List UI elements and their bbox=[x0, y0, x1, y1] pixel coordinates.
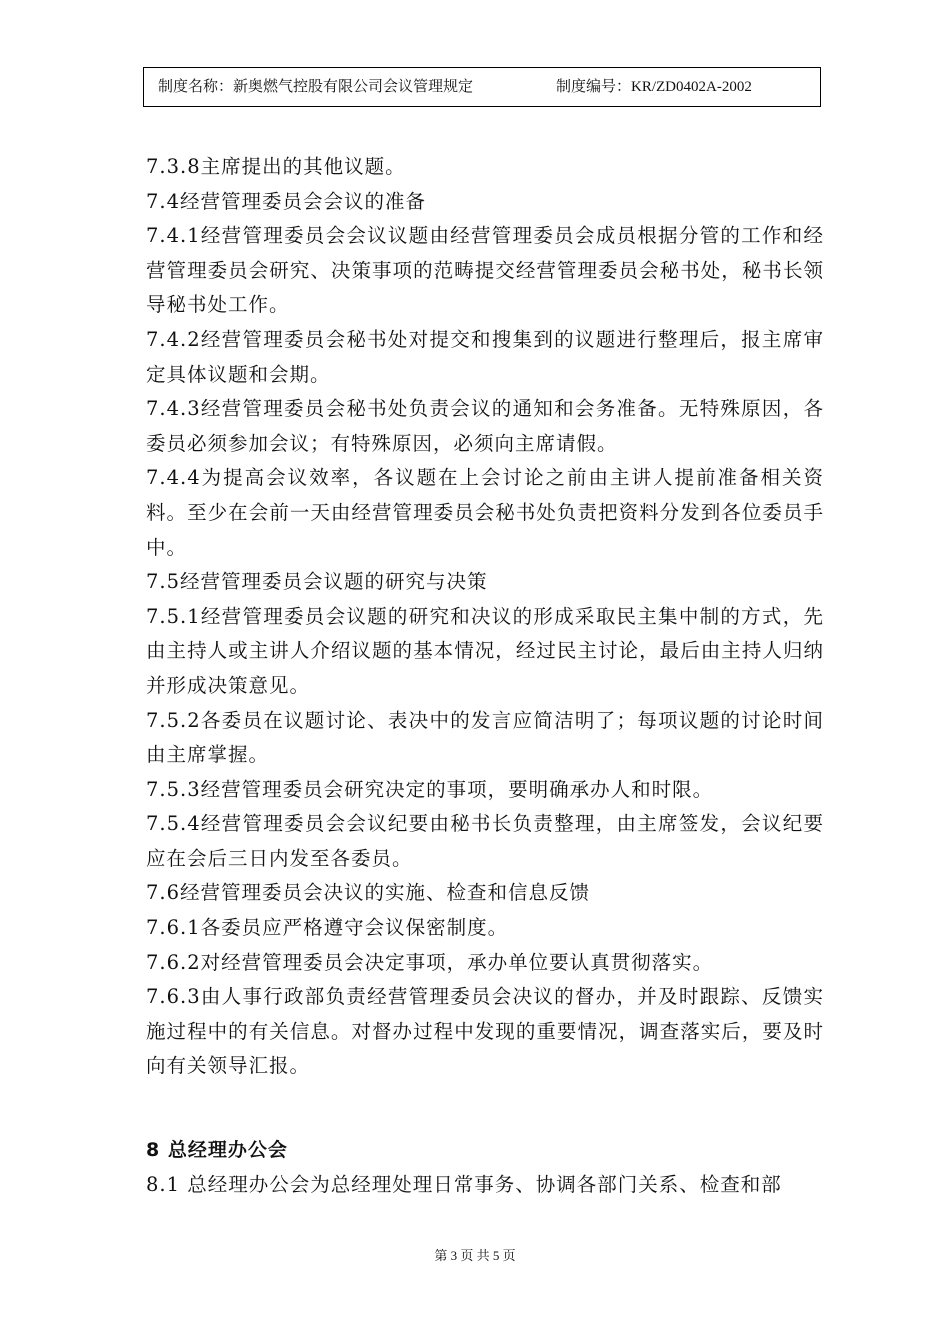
paragraph-7-5-2: 7.5.2各委员在议题讨论、表决中的发言应简洁明了；每项议题的讨论时间由主席掌握。 bbox=[146, 708, 824, 767]
paragraph-7-6-3: 7.6.3由人事行政部负责经营管理委员会决议的督办，并及时跟踪、反馈实施过程中的有关信息。对督办过程中发现的重要情况，调查落实后，要及时向有关领导汇报。 bbox=[146, 985, 824, 1078]
paragraph-7-6-2: 7.6.2对经营管理委员会决定事项，承办单位要认真贯彻落实。 bbox=[146, 950, 714, 974]
section-8-body bbox=[146, 1168, 824, 1203]
paragraph-7-3-8: 7.3.8主席提出的其他议题。 bbox=[146, 155, 406, 178]
document-header bbox=[143, 67, 821, 107]
paragraph-7-6-1: 7.6.1各委员应严格遵守会议保密制度。 bbox=[146, 916, 509, 940]
paragraph-7-4-1: 7.4.1经营管理委员会会议议题由经营管理委员会成员根据分管的工作和经营管理委员会研究、决策事项的范畴提交经营管理委员会秘书处，秘书长领导秘书处工作。 bbox=[146, 224, 824, 317]
regulation-code: 制度编号：KR/ZD0402A-2002 bbox=[556, 79, 752, 95]
paragraph-7-5-3: 7.5.3经营管理委员会研究决定的事项，要明确承办人和时限。 bbox=[146, 777, 714, 801]
document-body bbox=[146, 150, 824, 1084]
regulation-name: 制度名称：新奥燃气控股有限公司会议管理规定 bbox=[158, 79, 474, 95]
paragraph-8-1: 8.1 总经理办公会为总经理处理日常事务、协调各部门关系、检查和部 bbox=[146, 1173, 782, 1196]
heading-7-6: 7.6经营管理委员会决议的实施、检查和信息反馈 bbox=[146, 881, 591, 905]
section-8-title: 8 总经理办公会 bbox=[146, 1139, 288, 1161]
page-number: 第 3 页 共 5 页 bbox=[434, 1248, 516, 1263]
heading-7-5: 7.5经营管理委员会议题的研究与决策 bbox=[146, 570, 488, 594]
paragraph-7-5-1: 7.5.1经营管理委员会议题的研究和决议的形成采取民主集中制的方式，先由主持人或主讲人介绍议题的基本情况，经过民主讨论，最后由主持人归纳并形成决策意见。 bbox=[146, 604, 824, 697]
paragraph-7-5-4: 7.5.4经营管理委员会会议纪要由秘书长负责整理，由主席签发，会议纪要应在会后三日内发至各委员。 bbox=[146, 812, 824, 870]
paragraph-7-4-4: 7.4.4为提高会议效率，各议题在上会讨论之前由主讲人提前准备相关资料。至少在会前一天由经营管理委员会秘书处负责把资料分发到各位委员手中。 bbox=[146, 466, 824, 559]
heading-7-4: 7.4经营管理委员会会议的准备 bbox=[146, 189, 427, 213]
paragraph-7-4-3: 7.4.3经营管理委员会秘书处负责会议的通知和会务准备。无特殊原因，各委员必须参加会议；有特殊原因，必须向主席请假。 bbox=[146, 397, 824, 455]
paragraph-7-4-2: 7.4.2经营管理委员会秘书处对提交和搜集到的议题进行整理后，报主席审定具体议题和会期。 bbox=[146, 327, 824, 386]
